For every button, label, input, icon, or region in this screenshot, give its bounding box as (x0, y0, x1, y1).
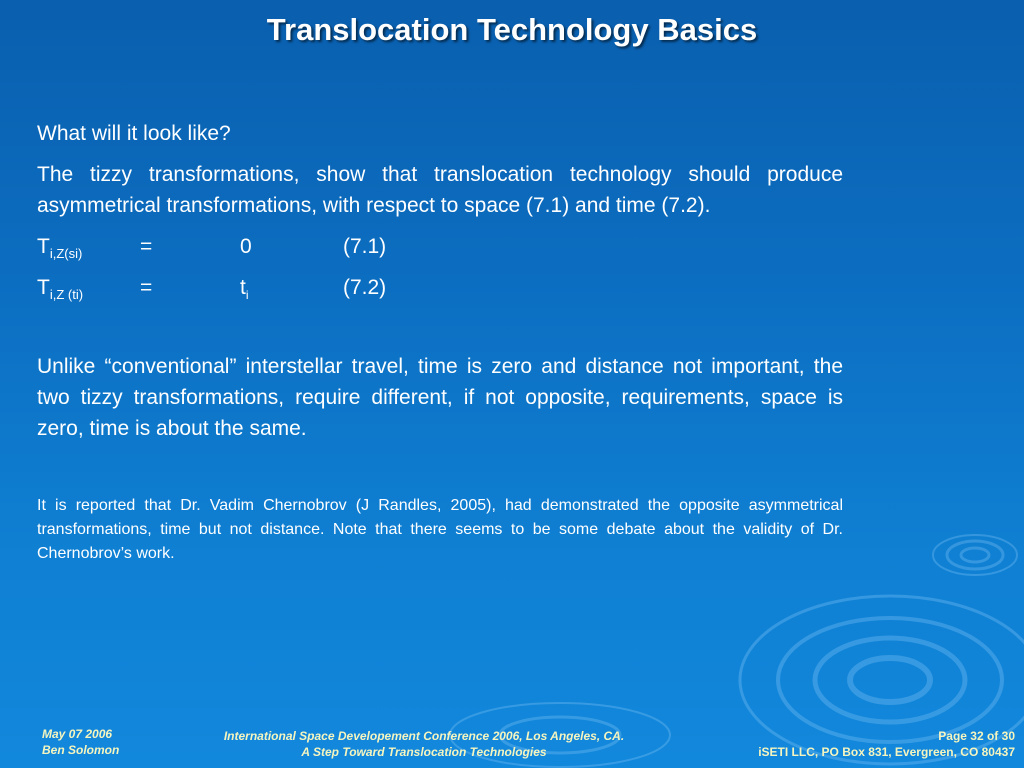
equation-symbol: T (37, 235, 50, 258)
equation-7-1 (37, 231, 843, 262)
paragraph-conventional-travel: Unlike “conventional” interstellar travel, time is zero and distance not important, the two tizzy transformations, require different, if not opposite, requirements, space is zero, time is about the same. (37, 355, 843, 440)
equation-operator: = (140, 276, 153, 299)
paragraph-tizzy-transformations: The tizzy transformations, show that translocation technology should produce asymmetrical transformations, with respect to space (7.1) and time (7.2). (37, 163, 843, 217)
slide-content (37, 118, 843, 582)
footer-author: Ben Solomon (42, 743, 120, 757)
equation-lhs (37, 272, 83, 305)
footer-center (176, 728, 672, 760)
equation-number: (7.1) (343, 235, 387, 258)
question-text: What will it look like? (37, 122, 231, 145)
equation-operator: = (140, 235, 153, 258)
note-chernobrov: It is reported that Dr. Vadim Chernobrov (J Randles, 2005), had demonstrated the opposite asymmetrical transformations, time but not distance. Note that there seems to be some debate about the validity of Dr. Chernobrov’s work. (37, 497, 843, 562)
equation-value (240, 231, 252, 265)
footer-company: iSETI LLC, PO Box 831, Evergreen, CO 80437 (758, 745, 1015, 759)
footer-conference: International Space Developement Conference 2006, Los Angeles, CA. (223, 729, 625, 743)
equation-value (240, 272, 249, 306)
footer-right (758, 728, 1015, 760)
equation-lhs (37, 231, 82, 264)
slide-title: Translocation Technology Basics (266, 12, 758, 47)
footer-date: May 07 2006 (42, 727, 113, 741)
footer-left (42, 726, 119, 758)
equation-number: (7.2) (343, 276, 387, 299)
equation-symbol: T (37, 276, 50, 299)
equation-7-2 (37, 272, 843, 303)
equation-value-main: t (240, 276, 246, 299)
equation-subscript: i,Z (ti) (49, 287, 84, 302)
equation-value-subscript: i (245, 288, 249, 302)
footer-page-number: Page 32 of 30 (938, 729, 1015, 743)
equation-subscript: i,Z(si) (49, 246, 83, 261)
equation-value-main: 0 (240, 235, 252, 258)
footer-subtitle: A Step Toward Translocation Technologies (301, 745, 547, 759)
